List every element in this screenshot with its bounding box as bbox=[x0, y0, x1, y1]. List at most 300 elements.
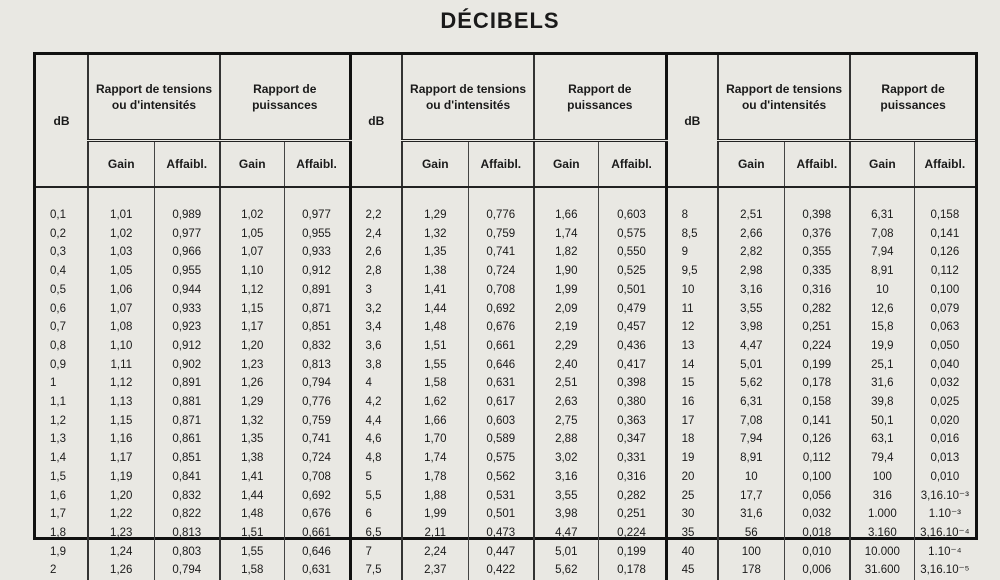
db-cell: 1,1 bbox=[36, 393, 88, 412]
db-cell: 3,4 bbox=[350, 318, 402, 337]
table-row bbox=[36, 300, 975, 319]
table-row bbox=[36, 449, 975, 468]
tension-gain-cell: 56 bbox=[718, 524, 784, 543]
power-affaibl-cell: 0,178 bbox=[598, 561, 666, 580]
power-affaibl-cell: 0,126 bbox=[930, 246, 960, 259]
power-affaibl-cell: 0,380 bbox=[598, 393, 666, 412]
power-affaibl-cell: 3,16.10⁻⁴ bbox=[920, 526, 970, 539]
db-cell: 0,8 bbox=[36, 337, 88, 356]
tension-affaibl-cell: 0,617 bbox=[468, 393, 534, 412]
tension-affaibl-cell: 0,010 bbox=[784, 543, 850, 562]
header-tensions-2: Rapport de tensions ou d'intensités bbox=[402, 55, 534, 141]
power-gain-cell: 7,08 bbox=[850, 225, 914, 244]
power-gain-cell: 100 bbox=[850, 468, 914, 487]
db-cell: 8,5 bbox=[666, 225, 718, 244]
db-cell: 3,2 bbox=[350, 300, 402, 319]
db-cell: 0,5 bbox=[36, 281, 88, 300]
power-gain-cell: 5,01 bbox=[534, 543, 598, 562]
db-cell: 0,4 bbox=[36, 262, 88, 281]
db-cell: 20 bbox=[666, 468, 718, 487]
power-gain-cell: 1,26 bbox=[220, 374, 284, 393]
tension-gain-cell: 1,02 bbox=[88, 225, 154, 244]
tension-gain-cell: 7,94 bbox=[718, 430, 784, 449]
tension-gain-cell: 1,01 bbox=[88, 206, 154, 225]
header-gain: Gain bbox=[850, 141, 914, 188]
db-cell: 1,3 bbox=[36, 430, 88, 449]
tension-gain-cell: 1,03 bbox=[88, 243, 154, 262]
table-row bbox=[36, 206, 975, 225]
tension-gain-cell: 1,70 bbox=[402, 430, 468, 449]
power-gain-cell: 2,09 bbox=[534, 300, 598, 319]
power-gain-cell: 15,8 bbox=[850, 318, 914, 337]
header-affaibl: Affaibl. bbox=[468, 141, 534, 188]
tension-affaibl-cell: 0,355 bbox=[784, 243, 850, 262]
db-cell: 17 bbox=[666, 412, 718, 431]
db-cell: 1,7 bbox=[36, 505, 88, 524]
tension-affaibl-cell: 0,282 bbox=[784, 300, 850, 319]
tension-affaibl-cell: 0,018 bbox=[784, 524, 850, 543]
power-affaibl-cell: 0,079 bbox=[930, 302, 960, 315]
tension-gain-cell: 1,58 bbox=[402, 374, 468, 393]
tension-gain-cell: 1,35 bbox=[402, 243, 468, 262]
tension-gain-cell: 1,15 bbox=[88, 412, 154, 431]
power-affaibl-cell: 0,398 bbox=[598, 374, 666, 393]
power-affaibl-cell: 0,525 bbox=[598, 262, 666, 281]
db-cell: 7,5 bbox=[350, 561, 402, 580]
power-affaibl-cell: 1.10⁻⁴ bbox=[928, 545, 962, 558]
power-affaibl-cell: 1.10⁻³ bbox=[928, 508, 961, 521]
power-gain-cell: 1,29 bbox=[220, 393, 284, 412]
header-tensions-1: Rapport de tensions ou d'intensités bbox=[88, 55, 220, 141]
power-gain-cell: 4,47 bbox=[534, 524, 598, 543]
db-cell: 35 bbox=[666, 524, 718, 543]
header-gain: Gain bbox=[534, 141, 598, 188]
power-gain-cell: 1,23 bbox=[220, 356, 284, 375]
tension-affaibl-cell: 0,661 bbox=[468, 337, 534, 356]
power-affaibl-cell: 0,224 bbox=[598, 524, 666, 543]
db-cell: 6 bbox=[350, 505, 402, 524]
power-gain-cell: 3,02 bbox=[534, 449, 598, 468]
tension-affaibl-cell: 0,178 bbox=[784, 374, 850, 393]
power-gain-cell: 5,62 bbox=[534, 561, 598, 580]
tension-gain-cell: 31,6 bbox=[718, 505, 784, 524]
db-cell: 15 bbox=[666, 374, 718, 393]
power-gain-cell: 2,19 bbox=[534, 318, 598, 337]
tension-gain-cell: 1,13 bbox=[88, 393, 154, 412]
tension-gain-cell: 2,66 bbox=[718, 225, 784, 244]
power-gain-cell: 12,6 bbox=[850, 300, 914, 319]
tension-gain-cell: 5,62 bbox=[718, 374, 784, 393]
power-gain-cell: 1,15 bbox=[220, 300, 284, 319]
power-affaibl-cell: 0,282 bbox=[598, 487, 666, 506]
power-gain-cell: 1,05 bbox=[220, 225, 284, 244]
tension-affaibl-cell: 0,891 bbox=[154, 374, 220, 393]
power-gain-cell: 1,32 bbox=[220, 412, 284, 431]
tension-gain-cell: 1,44 bbox=[402, 300, 468, 319]
tension-affaibl-cell: 0,832 bbox=[154, 487, 220, 506]
tension-affaibl-cell: 0,966 bbox=[154, 243, 220, 262]
tension-affaibl-cell: 0,032 bbox=[784, 505, 850, 524]
tension-gain-cell: 1,12 bbox=[88, 374, 154, 393]
header-puissances-1: Rapport de puissances bbox=[220, 55, 350, 141]
power-affaibl-cell: 0,417 bbox=[598, 356, 666, 375]
tension-gain-cell: 1,74 bbox=[402, 449, 468, 468]
power-affaibl-cell: 0,040 bbox=[930, 358, 960, 371]
power-gain-cell: 1,90 bbox=[534, 262, 598, 281]
power-affaibl-cell: 0,851 bbox=[284, 318, 350, 337]
tension-gain-cell: 1,48 bbox=[402, 318, 468, 337]
power-affaibl-cell: 0,363 bbox=[598, 412, 666, 431]
db-cell: 0,1 bbox=[36, 206, 88, 225]
header-gain: Gain bbox=[88, 141, 154, 188]
table-body bbox=[36, 187, 975, 580]
tension-gain-cell: 1,41 bbox=[402, 281, 468, 300]
power-gain-cell: 1,58 bbox=[220, 561, 284, 580]
power-gain-cell: 31.600 bbox=[850, 561, 914, 580]
tension-gain-cell: 1,11 bbox=[88, 356, 154, 375]
tension-gain-cell: 1,24 bbox=[88, 543, 154, 562]
power-affaibl-cell: 0,813 bbox=[284, 356, 350, 375]
tension-affaibl-cell: 0,100 bbox=[784, 468, 850, 487]
tension-affaibl-cell: 0,871 bbox=[154, 412, 220, 431]
power-gain-cell: 7,94 bbox=[850, 243, 914, 262]
power-affaibl-cell: 0,013 bbox=[930, 452, 960, 465]
tension-gain-cell: 5,01 bbox=[718, 356, 784, 375]
power-affaibl-cell: 0,331 bbox=[598, 449, 666, 468]
tension-gain-cell: 17,7 bbox=[718, 487, 784, 506]
tension-affaibl-cell: 0,724 bbox=[468, 262, 534, 281]
header-affaibl: Affaibl. bbox=[784, 141, 850, 188]
db-cell: 0,9 bbox=[36, 356, 88, 375]
db-cell: 3,6 bbox=[350, 337, 402, 356]
tension-gain-cell: 1,06 bbox=[88, 281, 154, 300]
db-cell: 25 bbox=[666, 487, 718, 506]
power-gain-cell: 1,74 bbox=[534, 225, 598, 244]
db-cell: 1,9 bbox=[36, 543, 88, 562]
power-gain-cell: 2,29 bbox=[534, 337, 598, 356]
tension-affaibl-cell: 0,589 bbox=[468, 430, 534, 449]
power-gain-cell: 19,9 bbox=[850, 337, 914, 356]
power-gain-cell: 10.000 bbox=[850, 543, 914, 562]
tension-gain-cell: 2,82 bbox=[718, 243, 784, 262]
tension-affaibl-cell: 0,933 bbox=[154, 300, 220, 319]
tension-affaibl-cell: 0,881 bbox=[154, 393, 220, 412]
tension-gain-cell: 1,16 bbox=[88, 430, 154, 449]
decibel-table bbox=[36, 55, 975, 580]
header-affaibl: Affaibl. bbox=[154, 141, 220, 188]
power-affaibl-cell: 0,016 bbox=[930, 433, 960, 446]
tension-gain-cell: 100 bbox=[718, 543, 784, 562]
tension-affaibl-cell: 0,141 bbox=[784, 412, 850, 431]
db-cell: 7 bbox=[350, 543, 402, 562]
db-cell: 1,4 bbox=[36, 449, 88, 468]
db-cell: 6,5 bbox=[350, 524, 402, 543]
tension-gain-cell: 10 bbox=[718, 468, 784, 487]
power-gain-cell: 3.160 bbox=[850, 524, 914, 543]
tension-affaibl-cell: 0,977 bbox=[154, 225, 220, 244]
tension-gain-cell: 2,51 bbox=[718, 206, 784, 225]
tension-affaibl-cell: 0,376 bbox=[784, 225, 850, 244]
tension-gain-cell: 1,51 bbox=[402, 337, 468, 356]
db-cell: 40 bbox=[666, 543, 718, 562]
tension-affaibl-cell: 0,841 bbox=[154, 468, 220, 487]
power-gain-cell: 1,07 bbox=[220, 243, 284, 262]
db-cell: 3,8 bbox=[350, 356, 402, 375]
table-row bbox=[36, 505, 975, 524]
power-affaibl-cell: 0,794 bbox=[284, 374, 350, 393]
db-cell: 2 bbox=[36, 561, 88, 580]
tension-affaibl-cell: 0,676 bbox=[468, 318, 534, 337]
tension-gain-cell: 1,66 bbox=[402, 412, 468, 431]
tension-affaibl-cell: 0,447 bbox=[468, 543, 534, 562]
power-gain-cell: 3,16 bbox=[534, 468, 598, 487]
db-cell: 4,6 bbox=[350, 430, 402, 449]
power-affaibl-cell: 0,347 bbox=[598, 430, 666, 449]
tension-gain-cell: 1,78 bbox=[402, 468, 468, 487]
power-affaibl-cell: 0,050 bbox=[930, 339, 960, 352]
power-gain-cell: 1,38 bbox=[220, 449, 284, 468]
power-gain-cell: 6,31 bbox=[850, 206, 914, 225]
db-cell: 5,5 bbox=[350, 487, 402, 506]
tension-affaibl-cell: 0,398 bbox=[784, 206, 850, 225]
header-puissances-3: Rapport de puissances bbox=[850, 55, 975, 141]
tension-affaibl-cell: 0,944 bbox=[154, 281, 220, 300]
tension-gain-cell: 2,24 bbox=[402, 543, 468, 562]
tension-gain-cell: 1,23 bbox=[88, 524, 154, 543]
power-affaibl-cell: 0,708 bbox=[284, 468, 350, 487]
db-cell: 16 bbox=[666, 393, 718, 412]
power-affaibl-cell: 0,251 bbox=[598, 505, 666, 524]
db-cell: 2,4 bbox=[350, 225, 402, 244]
tension-gain-cell: 1,08 bbox=[88, 318, 154, 337]
tension-affaibl-cell: 0,473 bbox=[468, 524, 534, 543]
db-cell: 0,3 bbox=[36, 243, 88, 262]
tension-affaibl-cell: 0,902 bbox=[154, 356, 220, 375]
power-affaibl-cell: 0,724 bbox=[284, 449, 350, 468]
power-gain-cell: 1,55 bbox=[220, 543, 284, 562]
table-row bbox=[36, 281, 975, 300]
tension-affaibl-cell: 0,158 bbox=[784, 393, 850, 412]
tension-affaibl-cell: 0,923 bbox=[154, 318, 220, 337]
tension-affaibl-cell: 0,955 bbox=[154, 262, 220, 281]
db-cell: 9,5 bbox=[666, 262, 718, 281]
table-row bbox=[36, 225, 975, 244]
tension-gain-cell: 3,98 bbox=[718, 318, 784, 337]
table-row bbox=[36, 374, 975, 393]
tension-affaibl-cell: 0,251 bbox=[784, 318, 850, 337]
table-row bbox=[36, 337, 975, 356]
header-db-2: dB bbox=[350, 55, 402, 187]
tension-gain-cell: 1,20 bbox=[88, 487, 154, 506]
tension-gain-cell: 4,47 bbox=[718, 337, 784, 356]
decibel-table-frame bbox=[33, 52, 978, 577]
db-cell: 1,2 bbox=[36, 412, 88, 431]
table-row bbox=[36, 318, 975, 337]
db-cell: 0,2 bbox=[36, 225, 88, 244]
tension-gain-cell: 1,55 bbox=[402, 356, 468, 375]
tension-gain-cell: 2,37 bbox=[402, 561, 468, 580]
power-affaibl-cell: 0,501 bbox=[598, 281, 666, 300]
power-affaibl-cell: 0,912 bbox=[284, 262, 350, 281]
tension-affaibl-cell: 0,603 bbox=[468, 412, 534, 431]
power-gain-cell: 25,1 bbox=[850, 356, 914, 375]
power-gain-cell: 1,17 bbox=[220, 318, 284, 337]
table-row bbox=[36, 243, 975, 262]
power-gain-cell: 1,35 bbox=[220, 430, 284, 449]
power-gain-cell: 3,98 bbox=[534, 505, 598, 524]
table-row bbox=[36, 393, 975, 412]
table-row bbox=[36, 262, 975, 281]
tension-gain-cell: 1,05 bbox=[88, 262, 154, 281]
power-gain-cell: 63,1 bbox=[850, 430, 914, 449]
tension-affaibl-cell: 0,501 bbox=[468, 505, 534, 524]
tension-affaibl-cell: 0,822 bbox=[154, 505, 220, 524]
power-gain-cell: 1,41 bbox=[220, 468, 284, 487]
header-db-3: dB bbox=[666, 55, 718, 187]
table-row bbox=[36, 356, 975, 375]
db-cell: 9 bbox=[666, 243, 718, 262]
power-gain-cell: 1,48 bbox=[220, 505, 284, 524]
power-affaibl-cell: 0,741 bbox=[284, 430, 350, 449]
power-affaibl-cell: 0,316 bbox=[598, 468, 666, 487]
header-affaibl: Affaibl. bbox=[914, 141, 975, 188]
power-affaibl-cell: 0,977 bbox=[284, 206, 350, 225]
power-gain-cell: 1,66 bbox=[534, 206, 598, 225]
power-affaibl-cell: 0,032 bbox=[930, 377, 960, 390]
db-cell: 1,5 bbox=[36, 468, 88, 487]
table-row bbox=[36, 487, 975, 506]
power-affaibl-cell: 0,661 bbox=[284, 524, 350, 543]
power-affaibl-cell: 0,199 bbox=[598, 543, 666, 562]
power-affaibl-cell: 0,141 bbox=[930, 227, 960, 240]
tension-gain-cell: 178 bbox=[718, 561, 784, 580]
power-affaibl-cell: 0,933 bbox=[284, 243, 350, 262]
tension-gain-cell: 1,22 bbox=[88, 505, 154, 524]
tension-affaibl-cell: 0,692 bbox=[468, 300, 534, 319]
power-affaibl-cell: 0,603 bbox=[598, 206, 666, 225]
tension-affaibl-cell: 0,199 bbox=[784, 356, 850, 375]
tension-gain-cell: 1,07 bbox=[88, 300, 154, 319]
tension-gain-cell: 7,08 bbox=[718, 412, 784, 431]
page-title: DÉCIBELS bbox=[440, 8, 560, 33]
db-cell: 4,8 bbox=[350, 449, 402, 468]
db-cell: 2,8 bbox=[350, 262, 402, 281]
power-gain-cell: 2,40 bbox=[534, 356, 598, 375]
power-gain-cell: 3,55 bbox=[534, 487, 598, 506]
tension-gain-cell: 1,38 bbox=[402, 262, 468, 281]
power-affaibl-cell: 0,020 bbox=[930, 414, 960, 427]
power-affaibl-cell: 0,871 bbox=[284, 300, 350, 319]
power-affaibl-cell: 0,646 bbox=[284, 543, 350, 562]
power-gain-cell: 1,51 bbox=[220, 524, 284, 543]
db-cell: 2,6 bbox=[350, 243, 402, 262]
db-cell: 11 bbox=[666, 300, 718, 319]
db-cell: 1 bbox=[36, 374, 88, 393]
tension-affaibl-cell: 0,631 bbox=[468, 374, 534, 393]
power-gain-cell: 50,1 bbox=[850, 412, 914, 431]
tension-affaibl-cell: 0,776 bbox=[468, 206, 534, 225]
power-gain-cell: 1,82 bbox=[534, 243, 598, 262]
power-gain-cell: 39,8 bbox=[850, 393, 914, 412]
power-affaibl-cell: 3,16.10⁻³ bbox=[920, 489, 969, 502]
tension-affaibl-cell: 0,813 bbox=[154, 524, 220, 543]
tension-gain-cell: 6,31 bbox=[718, 393, 784, 412]
tension-affaibl-cell: 0,112 bbox=[784, 449, 850, 468]
db-cell: 19 bbox=[666, 449, 718, 468]
power-affaibl-cell: 0,550 bbox=[598, 243, 666, 262]
power-affaibl-cell: 0,158 bbox=[930, 209, 960, 221]
tension-affaibl-cell: 0,646 bbox=[468, 356, 534, 375]
power-gain-cell: 1.000 bbox=[850, 505, 914, 524]
tension-affaibl-cell: 0,803 bbox=[154, 543, 220, 562]
tension-affaibl-cell: 0,575 bbox=[468, 449, 534, 468]
power-gain-cell: 31,6 bbox=[850, 374, 914, 393]
db-cell: 8 bbox=[666, 206, 718, 225]
power-affaibl-cell: 0,436 bbox=[598, 337, 666, 356]
power-gain-cell: 79,4 bbox=[850, 449, 914, 468]
db-cell: 0,6 bbox=[36, 300, 88, 319]
tension-affaibl-cell: 0,759 bbox=[468, 225, 534, 244]
table-row bbox=[36, 430, 975, 449]
power-gain-cell: 1,12 bbox=[220, 281, 284, 300]
table-row bbox=[36, 561, 975, 580]
db-cell: 2,2 bbox=[350, 206, 402, 225]
power-gain-cell: 1,20 bbox=[220, 337, 284, 356]
power-gain-cell: 1,02 bbox=[220, 206, 284, 225]
power-affaibl-cell: 0,759 bbox=[284, 412, 350, 431]
tension-affaibl-cell: 0,794 bbox=[154, 561, 220, 580]
db-cell: 1,8 bbox=[36, 524, 88, 543]
tension-gain-cell: 1,26 bbox=[88, 561, 154, 580]
tension-affaibl-cell: 0,531 bbox=[468, 487, 534, 506]
tension-affaibl-cell: 0,708 bbox=[468, 281, 534, 300]
power-affaibl-cell: 0,631 bbox=[284, 561, 350, 580]
db-cell: 45 bbox=[666, 561, 718, 580]
power-affaibl-cell: 3,16.10⁻⁵ bbox=[920, 564, 970, 577]
header-tensions-3: Rapport de tensions ou d'intensités bbox=[718, 55, 850, 141]
tension-gain-cell: 1,29 bbox=[402, 206, 468, 225]
db-cell: 14 bbox=[666, 356, 718, 375]
tension-gain-cell: 8,91 bbox=[718, 449, 784, 468]
tension-affaibl-cell: 0,006 bbox=[784, 561, 850, 580]
tension-affaibl-cell: 0,912 bbox=[154, 337, 220, 356]
tension-gain-cell: 1,32 bbox=[402, 225, 468, 244]
db-cell: 30 bbox=[666, 505, 718, 524]
db-cell: 3 bbox=[350, 281, 402, 300]
power-affaibl-cell: 0,025 bbox=[930, 396, 960, 409]
power-affaibl-cell: 0,676 bbox=[284, 505, 350, 524]
db-cell: 4 bbox=[350, 374, 402, 393]
power-affaibl-cell: 0,063 bbox=[930, 321, 960, 334]
tension-gain-cell: 1,62 bbox=[402, 393, 468, 412]
power-gain-cell: 316 bbox=[850, 487, 914, 506]
power-affaibl-cell: 0,457 bbox=[598, 318, 666, 337]
power-gain-cell: 1,10 bbox=[220, 262, 284, 281]
power-affaibl-cell: 0,832 bbox=[284, 337, 350, 356]
tension-affaibl-cell: 0,741 bbox=[468, 243, 534, 262]
db-cell: 12 bbox=[666, 318, 718, 337]
table-row bbox=[36, 543, 975, 562]
power-affaibl-cell: 0,891 bbox=[284, 281, 350, 300]
header-gain: Gain bbox=[220, 141, 284, 188]
tension-affaibl-cell: 0,056 bbox=[784, 487, 850, 506]
table-row bbox=[36, 524, 975, 543]
db-cell: 5 bbox=[350, 468, 402, 487]
header-db-1: dB bbox=[36, 55, 88, 187]
power-affaibl-cell: 0,112 bbox=[930, 265, 959, 278]
power-gain-cell: 10 bbox=[850, 281, 914, 300]
power-gain-cell: 1,99 bbox=[534, 281, 598, 300]
